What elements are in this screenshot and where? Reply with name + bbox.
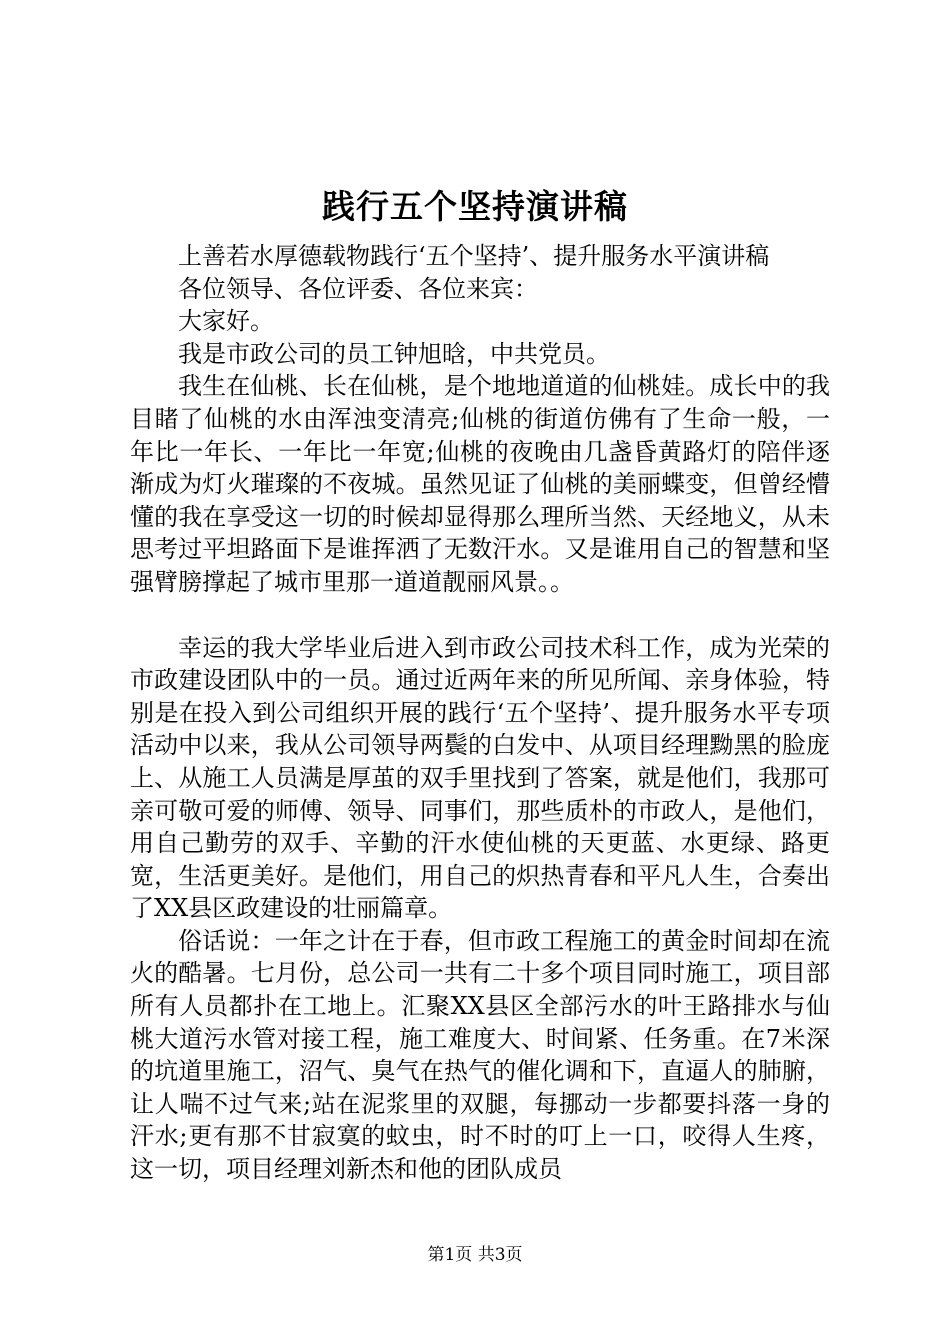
greeting-paragraph: 大家好。 (178, 307, 274, 336)
page-number-footer: 第1页 共3页 (427, 1245, 523, 1265)
body-paragraph: 俗话说：一年之计在于春，但市政工程施工的黄金时间却在流火的酷暑。七月份，总公司一共有二十多个项目同时施工，项目部所有人员都扑在工地上。汇聚XX县区全部污水的叶王路排水与仙桃大道污水管对接工程，施工难度大、时间紧、任务重。在7米深的坑道里施工，沼气、臭气在热气的催化调和下，直逼人的肺腑，让人喘不过气来;站在泥浆里的双腿，每挪动一步都要抖落一身的汗水;更有那不甘寂寞的蚊虫，时不时的叮上一口，咬得人生疼，这一切，项目经理刘新杰和他的团队成员 (130, 926, 830, 1184)
introduction-paragraph: 我是市政公司的员工钟旭晗，中共党员。 (178, 339, 610, 368)
salutation-paragraph: 各位领导、各位评委、各位来宾： (178, 274, 538, 303)
subtitle-paragraph: 上善若水厚德载物践行‘五个坚持’、提升服务水平演讲稿 (178, 242, 770, 270)
document-body (130, 240, 830, 1186)
document-title: 践行五个坚持演讲稿 (322, 187, 628, 226)
body-paragraph: 幸运的我大学毕业后进入到市政公司技术科工作，成为光荣的市政建设团队中的一员。通过近两年来的所见所闻、亲身体验，特别是在投入到公司组织开展的践行‘五个坚持’、提升服务水平专项活动中以来，我从公司领导两鬓的白发中、从项目经理黝黑的脸庞上、从施工人员满是厚茧的双手里找到了答案，就是他们，我那可亲可敬可爱的师傅、领导、同事们，那些质朴的市政人，是他们，用自己勤劳的双手、辛勤的汗水使仙桃的天更蓝、水更绿、路更宽，生活更美好。是他们，用自己的炽热青春和平凡人生，合奏出了XX县区政建设的壮丽篇章。 (130, 633, 830, 923)
body-paragraph: 我生在仙桃、长在仙桃，是个地地道道的仙桃娃。成长中的我目睹了仙桃的水由浑浊变清亮;仙桃的街道仿佛有了生命一般，一年比一年长、一年比一年宽;仙桃的夜晚由几盏昏黄路灯的陪伴逐渐成为灯火璀璨的不夜城。虽然见证了仙桃的美丽蝶变，但曾经懵懂的我在享受这一切的时候却显得那么理所当然、天经地义，从未思考过平坦路面下是谁挥洒了无数汗水。又是谁用自己的智慧和坚强臂膀撑起了城市里那一道道靓丽风景。。 (130, 372, 830, 596)
